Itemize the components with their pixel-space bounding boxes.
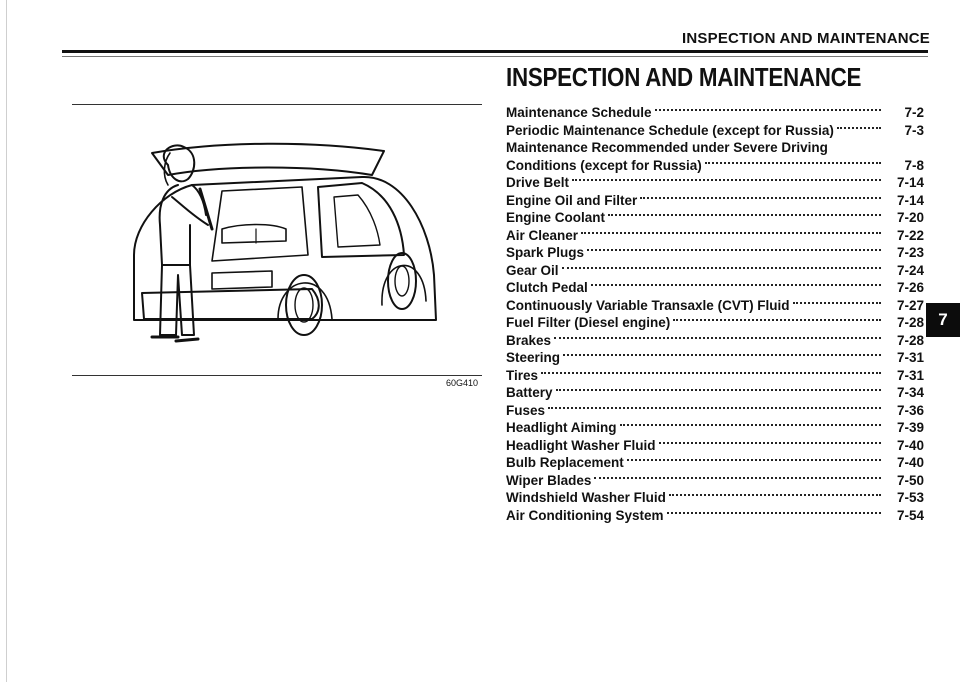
toc-page: 7-22 — [896, 227, 924, 243]
toc-entry[interactable] — [506, 209, 924, 227]
toc-title: Continuously Variable Transaxle (CVT) Fluid — [506, 297, 790, 313]
toc-entry[interactable] — [506, 279, 924, 297]
toc-leader-dots — [659, 441, 881, 444]
toc-entry[interactable] — [506, 419, 924, 437]
figure-code: 60G410 — [446, 378, 479, 388]
toc-leader-dots — [594, 476, 881, 479]
toc-leader-dots — [548, 406, 881, 409]
toc-entry[interactable] — [506, 122, 924, 140]
toc-title: Spark Plugs — [506, 245, 585, 260]
toc-entry[interactable] — [506, 174, 924, 192]
toc-page: 7-40 — [896, 455, 924, 470]
toc-entry[interactable] — [506, 367, 924, 385]
toc-title: Drive Belt — [506, 175, 570, 190]
toc-page: 7-14 — [896, 192, 924, 208]
toc-leader-dots — [673, 318, 881, 321]
toc-leader-dots — [667, 511, 881, 514]
toc-leader-dots — [837, 126, 881, 129]
toc-title: Maintenance Recommended under Severe Driving — [506, 140, 828, 155]
toc-page: 7-23 — [896, 245, 924, 260]
toc-title: Battery — [506, 385, 553, 400]
toc-leader-dots — [572, 178, 881, 181]
mechanic-checking-engine-icon — [72, 105, 482, 375]
toc-title: Brakes — [506, 332, 552, 348]
toc-leader-dots — [705, 161, 881, 164]
toc-leader-dots — [587, 248, 881, 251]
toc-entry[interactable] — [506, 507, 924, 525]
toc-entry[interactable] — [506, 384, 924, 402]
toc-title: Gear Oil — [506, 262, 559, 278]
table-of-contents — [506, 104, 924, 524]
toc-entry[interactable] — [506, 192, 924, 210]
toc-page: 7-3 — [904, 122, 924, 138]
toc-page: 7-36 — [896, 402, 924, 418]
toc-title: Periodic Maintenance Schedule (except for Russia) — [506, 122, 834, 138]
toc-leader-dots — [608, 213, 881, 216]
toc-title: Clutch Pedal — [506, 280, 588, 295]
toc-page: 7-2 — [904, 105, 924, 120]
toc-title: Tires — [506, 367, 539, 383]
toc-entry[interactable] — [506, 104, 924, 122]
toc-leader-dots — [669, 493, 881, 496]
toc-title: Headlight Aiming — [506, 420, 617, 435]
toc-entry[interactable] — [506, 244, 924, 262]
toc-leader-dots — [556, 388, 881, 391]
toc-entry[interactable] — [506, 454, 924, 472]
toc-entry[interactable] — [506, 472, 924, 490]
toc-page: 7-40 — [896, 437, 924, 453]
toc-title: Fuel Filter (Diesel engine) — [506, 315, 671, 330]
illustration-frame — [72, 104, 482, 376]
toc-entry[interactable] — [506, 349, 924, 367]
toc-entry[interactable] — [506, 489, 924, 507]
toc-page: 7-20 — [896, 210, 924, 225]
toc-entry[interactable] — [506, 332, 924, 350]
toc-page: 7-14 — [896, 175, 924, 190]
toc-title: Engine Coolant — [506, 210, 605, 225]
toc-title: Bulb Replacement — [506, 455, 624, 470]
toc-entry[interactable] — [506, 262, 924, 280]
toc-leader-dots — [563, 353, 881, 356]
toc-title: Fuses — [506, 402, 546, 418]
running-header: INSPECTION AND MAINTENANCE — [682, 30, 930, 47]
toc-leader-dots — [541, 371, 881, 374]
toc-title: Wiper Blades — [506, 472, 592, 488]
toc-leader-dots — [581, 231, 881, 234]
toc-page: 7-28 — [896, 315, 924, 330]
toc-leader-dots — [554, 336, 881, 339]
toc-entry[interactable] — [506, 139, 924, 157]
toc-page: 7-8 — [904, 157, 924, 173]
toc-page: 7-34 — [896, 385, 924, 400]
toc-leader-dots — [591, 283, 881, 286]
toc-title: Engine Oil and Filter — [506, 192, 638, 208]
toc-title: Conditions (except for Russia) — [506, 157, 702, 173]
toc-page: 7-39 — [896, 420, 924, 435]
toc-page: 7-53 — [896, 490, 924, 505]
toc-entry[interactable] — [506, 227, 924, 245]
toc-entry[interactable] — [506, 297, 924, 315]
toc-entry[interactable] — [506, 314, 924, 332]
toc-leader-dots — [655, 108, 881, 111]
toc-title: Windshield Washer Fluid — [506, 490, 666, 505]
section-heading: INSPECTION AND MAINTENANCE — [506, 62, 862, 92]
toc-page: 7-27 — [896, 297, 924, 313]
toc-leader-dots — [562, 266, 881, 269]
toc-title: Air Conditioning System — [506, 507, 664, 523]
toc-leader-dots — [620, 423, 882, 426]
toc-page: 7-31 — [896, 367, 924, 383]
toc-leader-dots — [627, 458, 881, 461]
chapter-tab[interactable]: 7 — [926, 303, 960, 337]
toc-page: 7-54 — [896, 507, 924, 523]
toc-page: 7-31 — [896, 350, 924, 365]
toc-entry[interactable] — [506, 437, 924, 455]
toc-leader-dots — [640, 196, 881, 199]
toc-page: 7-50 — [896, 472, 924, 488]
toc-title: Steering — [506, 350, 561, 365]
toc-entry[interactable] — [506, 402, 924, 420]
toc-title: Air Cleaner — [506, 227, 579, 243]
header-rule — [62, 50, 928, 53]
header-rule-thin — [62, 56, 928, 57]
toc-page: 7-24 — [896, 262, 924, 278]
toc-leader-dots — [793, 301, 881, 304]
toc-page: 7-26 — [896, 280, 924, 295]
toc-title: Maintenance Schedule — [506, 105, 652, 120]
page-margin-line — [6, 0, 7, 682]
toc-title: Headlight Washer Fluid — [506, 437, 656, 453]
toc-page: 7-28 — [896, 332, 924, 348]
toc-entry[interactable] — [506, 157, 924, 175]
